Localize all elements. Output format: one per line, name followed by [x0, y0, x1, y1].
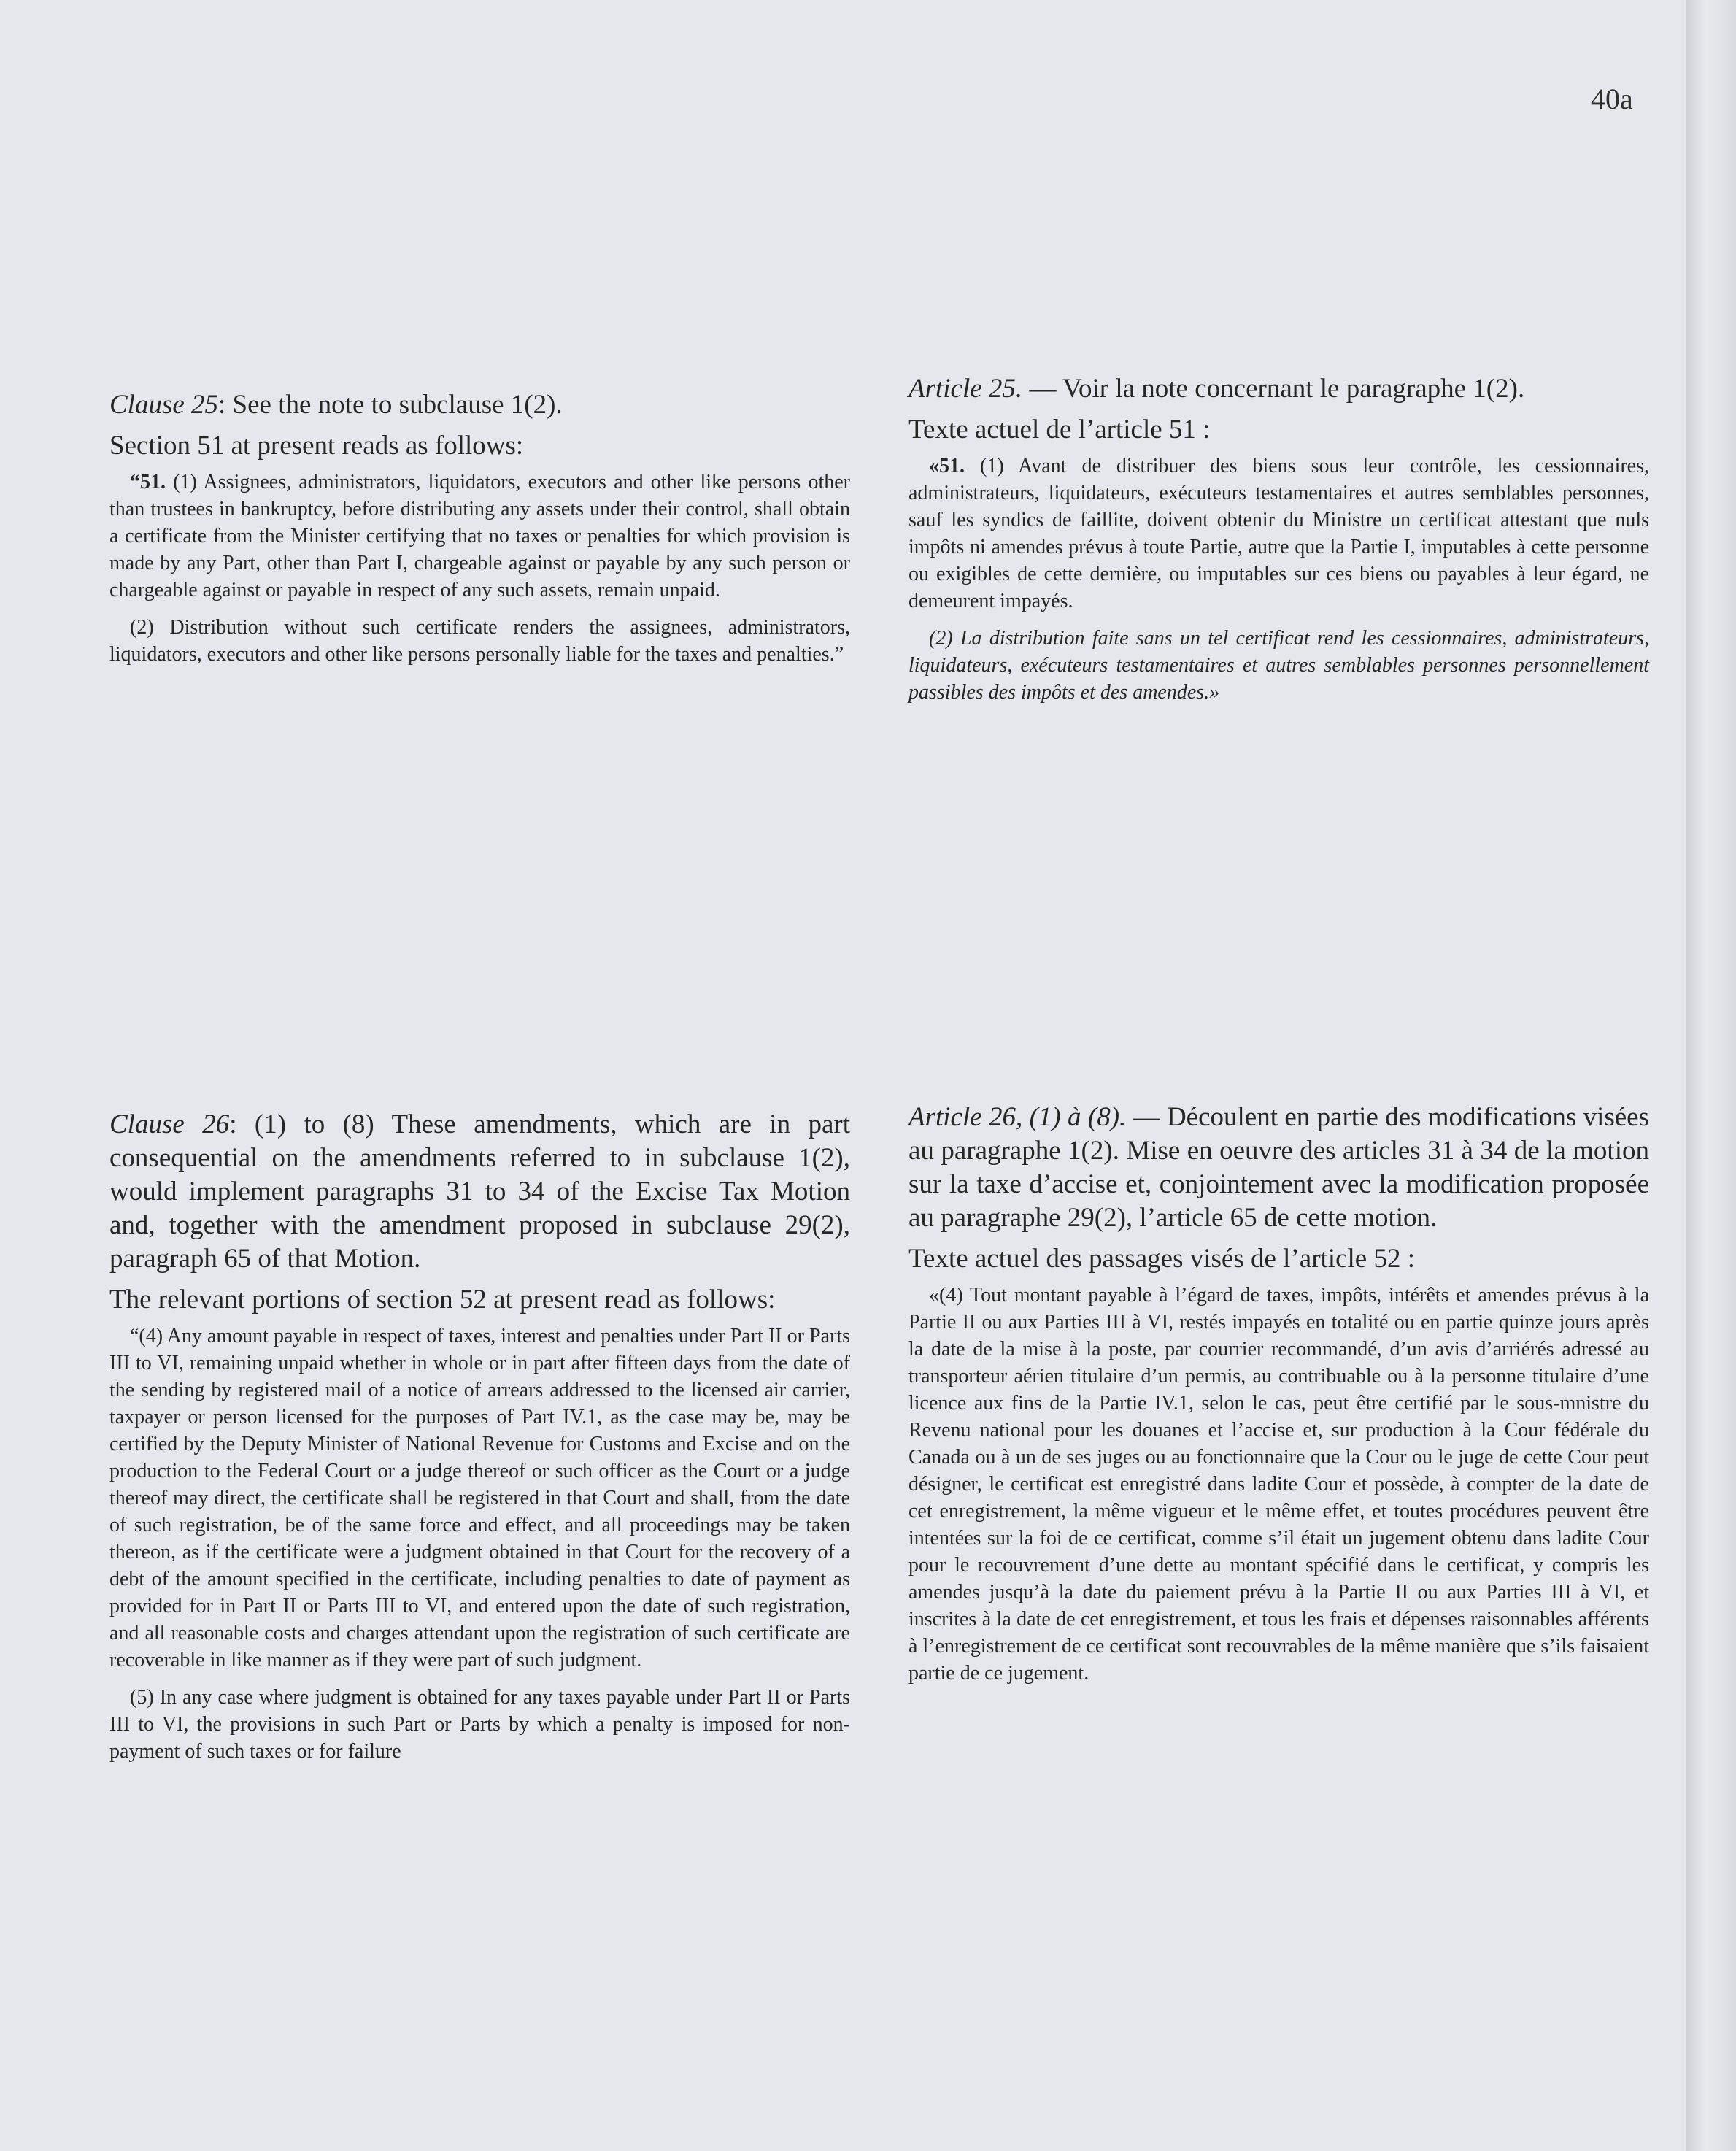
article-26-note-text: — Découlent en partie des modifications visées au paragraphe 1(2). Mise en oeuvre des articles 31 à 34 de la motion sur la taxe d’accise et, conjointement avec la modification proposée au paragraphe 29(2), l’article 65 de cette motion. — [908, 1102, 1649, 1233]
clause-25-note — [109, 388, 850, 678]
clause-25-note-text: : See the note to subclause 1(2). — [218, 390, 563, 420]
section-52-para-5: (5) In any case where judgment is obtained for any taxes payable under Part II or Parts III to VI, the provisions in such Part or Parts by which a penalty is imposed for non-payment of such taxes or for failure — [109, 1686, 850, 1763]
clause-26-note — [109, 1108, 850, 1775]
article-51-para-2: (2) La distribution faite sans un tel certificat rend les cessionnaires, administrateurs, liquidateurs, exécuteurs testamentaires et autres semblables personnes personnellement passibles des impôts et des amendes.» — [908, 627, 1649, 704]
article-25-note-text: — Voir la note concernant le paragraphe 1(2). — [1022, 374, 1525, 404]
article-25-note — [908, 372, 1649, 716]
article-52-para-4: «(4) Tout montant payable à l’égard de taxes, impôts, intérêts et amendes prévus à la Partie II ou aux Parties III à VI, restés impayés en totalité ou en partie quinze jours après la date de la mise à la poste, par courrier recommandé, d’un avis d’arriérés adressé au transporteur aérien titulaire d’un permis, au contribuable ou à la personne titulaire d’une licence aux fins de la Partie IV.1, selon le cas, peut être certifié par le sous-mnistre du Revenu national pour les douanes et l’accise et, sur production à la Cour fédérale du Canada ou à un de ses juges ou au fonctionnaire que la Cour ou le juge de cette Cour peut désigner, le certificat est enregistré dans ladite Cour et possède, à compter de la date de cet enregistrement, la même vigueur et le même effet, et toutes procédures peuvent être intentées sur la foi de ce certificat, comme s’il était un jugement obtenu dans ladite Cour pour le recouvrement d’une dette au montant spécifié dans le certificat, y compris les amendes jusqu’à la date du paiement prévu à la Partie II ou aux Parties III à VI, et inscrites à la date de cet enregistrement, et tous les frais et dépenses raisonnables afférents à l’enregistrement de ce certificat sont recouvrables de la même manière que s’ils faisaient partie de ce jugement. — [908, 1284, 1649, 1685]
article-51-para-1-text: (1) Avant de distribuer des biens sous leur contrôle, les cessionnaires, administrateurs, liquidateurs, exécuteurs testamentaires et autres semblables personnes, sauf les syndics de faillite, doivent obtenir du Ministre un certificat attestant que nuls impôts ni amendes prévus à toute Partie, autre que la Partie I, imputables à cette personne ou exigibles de cette dernière, ou imputables sur ces biens ou payables à leur égard, ne demeurent impayés. — [908, 455, 1649, 612]
clause-25-intro: Section 51 at present reads as follows: — [109, 431, 524, 461]
page-number: 40a — [1591, 82, 1633, 115]
clause-26-note-text: : (1) to (8) These amendments, which are in part consequential on the amendments referred to in subclause 1(2), would implement paragraphs 31 to 34 of the Excise Tax Motion and, together with the amendment proposed in subclause 29(2), paragraph 65 of that Motion. — [109, 1109, 850, 1274]
article-26-note — [908, 1101, 1649, 1697]
page-edge — [1686, 0, 1736, 2151]
clause-26-title: Clause 26 — [109, 1109, 230, 1139]
article-25-intro: Texte actuel de l’article 51 : — [908, 415, 1211, 445]
article-25-title: Article 25. — [908, 374, 1023, 404]
article-26-intro: Texte actuel des passages visés de l’article 52 : — [908, 1244, 1415, 1274]
section-52-para-4: “(4) Any amount payable in respect of taxes, interest and penalties under Part II or Parts III to VI, remaining unpaid whether in whole or in part after fifteen days from the date of the sending by registered mail of a notice of arrears addressed to the licensed air carrier, taxpayer or person licensed for the purposes of Part IV.1, as the case may be, may be certified by the Deputy Minister of National Revenue for Customs and Excise and on the production to the Federal Court or a judge thereof or such officer as the Court or a judge thereof may direct, the certificate shall be registered in that Court and shall, from the date of such registration, be of the same force and effect, and all proceedings may be taken thereon, as if the certificate were a judgment obtained in that Court for the recovery of a debt of the amount specified in the certificate, including penalties to date of payment as provided for in Part II or Parts III to VI, and entered upon the date of such registration, and all reasonable costs and charges attendant upon the registration of such certificate are recoverable in like manner as if they were part of such judgment. — [109, 1325, 850, 1671]
clause-25-title: Clause 25 — [109, 390, 219, 420]
section-51-para-2: (2) Distribution without such certificate renders the assignees, administrators, liquidators, executors and other like persons personally liable for the taxes and penalties.” — [109, 616, 850, 666]
article-51-para-1 — [908, 453, 1649, 615]
article-26-title: Article 26, (1) à (8). — [908, 1102, 1127, 1132]
section-51-para-1-text: (1) Assignees, administrators, liquidators, executors and other like persons other than trustees in bankruptcy, before distributing any assets under their control, shall obtain a certificate from the Minister certifying that no taxes or penalties for which provision is made by any Part, other than Part I, chargeable against or payable by any such person or chargeable against or payable in respect of any such assets, remain unpaid. — [109, 471, 851, 601]
article-51-number: «51. — [929, 455, 965, 477]
clause-26-intro: The relevant portions of section 52 at present read as follows: — [109, 1285, 776, 1315]
section-51-para-1 — [109, 469, 850, 604]
section-51-number: “51. — [130, 471, 166, 493]
